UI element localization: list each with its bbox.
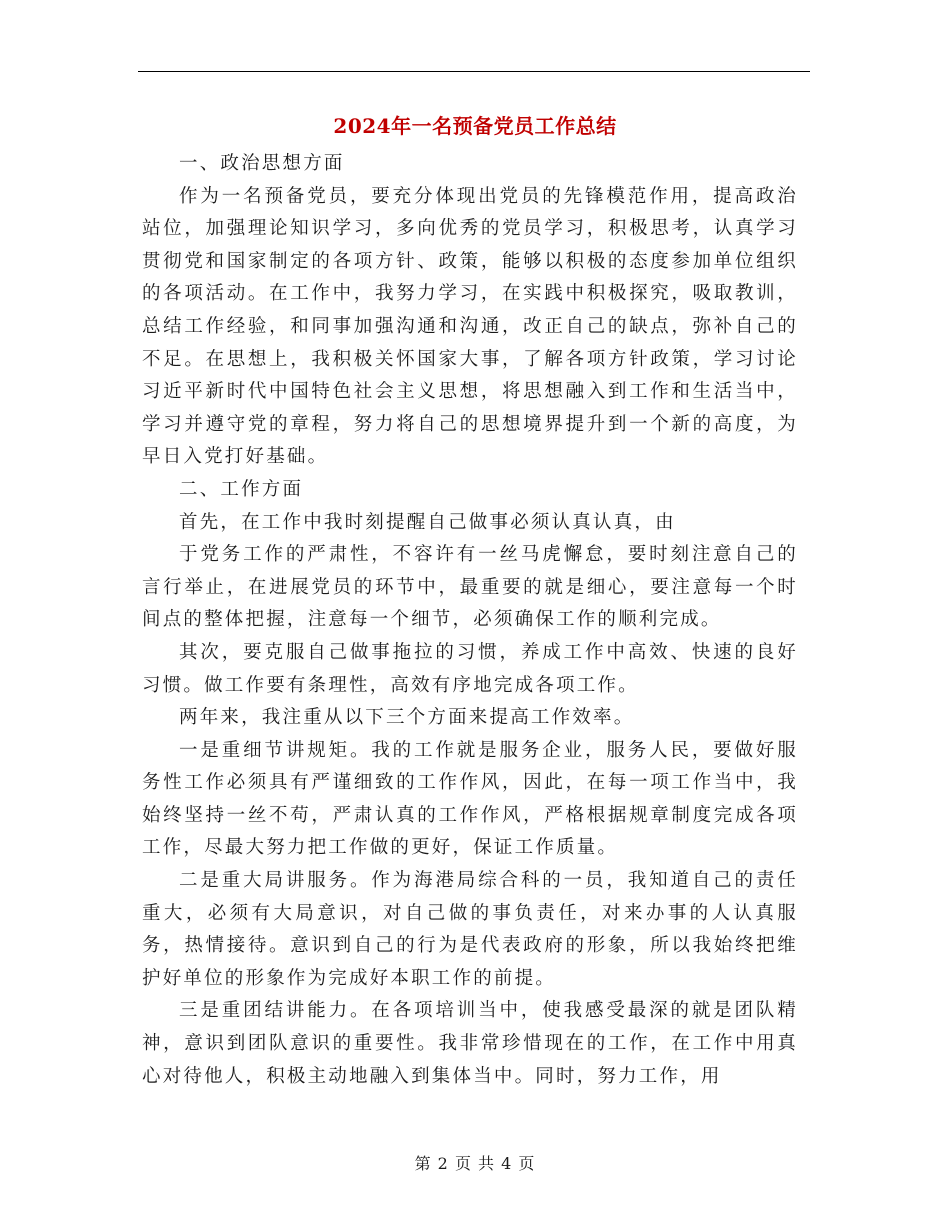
header-rule: [138, 71, 810, 72]
page-number: 第 2 页 共 4 页: [414, 1154, 536, 1173]
document-body: [142, 148, 798, 1093]
paragraph-point-one: 一是重细节讲规矩。我的工作就是服务企业，服务人民，要做好服务性工作必须具有严谨细致的工作作风，因此，在每一项工作当中，我始终坚持一丝不苟，严肃认真的工作作风，严格根据规章制度完成各项工作，尽最大努力把工作做的更好，保证工作质量。: [142, 739, 798, 859]
paragraph-point-three: 三是重团结讲能力。在各项培训当中，使我感受最深的就是团队精神，意识到团队意识的重要性。我非常珍惜现在的工作，在工作中用真心对待他人，积极主动地融入到集体当中。同时，努力工作，用: [142, 1000, 798, 1087]
section-heading-work: 二、工作方面: [179, 478, 304, 500]
document-title: 2024年一名预备党员工作总结: [333, 114, 617, 138]
paragraph-politics: 作为一名预备党员，要充分体现出党员的先锋模范作用，提高政治站位，加强理论知识学习，多向优秀的党员学习，积极思考，认真学习贯彻党和国家制定的各项方针、政策，能够以积极的态度参加单位组织的各项活动。在工作中，我努力学习，在实践中积极探究，吸取教训，总结工作经验，和同事加强沟通和沟通，改正自己的缺点，弥补自己的不足。在思想上，我积极关怀国家大事，了解各项方针政策，学习讨论习近平新时代中国特色社会主义思想，将思想融入到工作和生活当中，学习并遵守党的章程，努力将自己的思想境界提升到一个新的高度，为早日入党打好基础。: [142, 185, 798, 468]
paragraph-two-years: 两年来，我注重从以下三个方面来提高工作效率。: [179, 707, 635, 729]
paragraph-second: 其次，要克服自己做事拖拉的习惯，养成工作中高效、快速的良好习惯。做工作要有条理性，高效有序地完成各项工作。: [142, 641, 798, 696]
paragraph-point-two: 二是重大局讲服务。作为海港局综合科的一员，我知道自己的责任重大，必须有大局意识，对自己做的事负责任，对来办事的人认真服务，热情接待。意识到自己的行为是代表政府的形象，所以我始终把维护好单位的形象作为完成好本职工作的前提。: [142, 870, 798, 989]
paragraph-first-b: 于党务工作的严肃性，不容许有一丝马虎懈怠，要时刻注意自己的言行举止，在进展党员的环节中，最重要的就是细心，要注意每一个时间点的整体把握，注意每一个细节，必须确保工作的顺利完成。: [142, 544, 798, 631]
paragraph-first-a: 首先，在工作中我时刻提醒自己做事必须认真认真，由: [179, 511, 676, 533]
section-heading-politics: 一、政治思想方面: [179, 153, 345, 174]
